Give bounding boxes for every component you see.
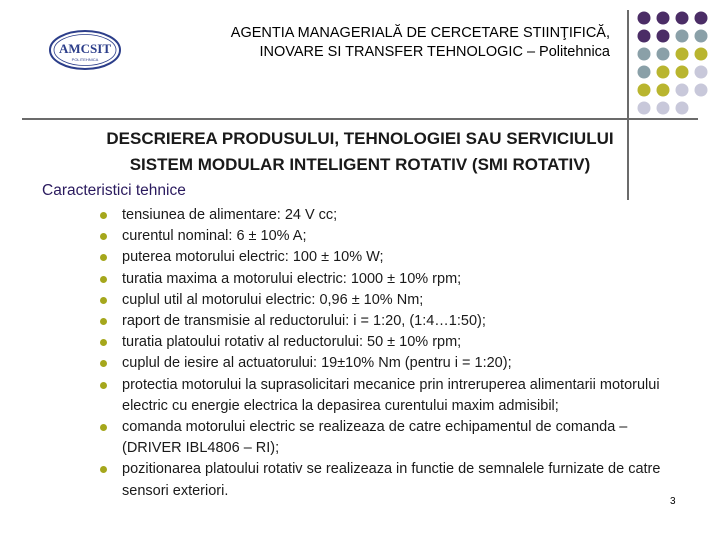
spec-item-text: comanda motorului electric se realizeaza de catre echipamentul de comanda – (DRIVER IBL4806 – RI); (122, 419, 628, 457)
decorative-dot-grid (634, 10, 714, 120)
bullet-icon (100, 466, 107, 473)
bullet-icon (100, 382, 107, 389)
decorative-dot (638, 66, 651, 79)
slide-title (20, 126, 700, 178)
decorative-dot (676, 12, 689, 25)
decorative-dot (695, 12, 708, 25)
bullet-icon (100, 424, 107, 431)
spec-item-text: pozitionarea platoului rotativ se realizeaza in functie de semnalele furnizate de catre sensori exteriori. (122, 461, 661, 499)
slide-title-line-2: SISTEM MODULAR INTELIGENT ROTATIV (SMI ROTATIV) (129, 155, 591, 174)
spec-item (100, 269, 690, 290)
decorative-dot (638, 84, 651, 97)
decorative-dot (676, 30, 689, 43)
bullet-icon (100, 339, 107, 346)
bullet-icon (100, 212, 107, 219)
logo-subtext: POLITEHNICA (71, 57, 99, 62)
slide-title-line-1: DESCRIEREA PRODUSULUI, TEHNOLOGIEI SAU SERVICIULUI (106, 129, 614, 148)
decorative-dot (676, 102, 689, 115)
decorative-dot (657, 84, 670, 97)
decorative-dot (695, 30, 708, 43)
decorative-dot (657, 66, 670, 79)
spec-item-text: tensiunea de alimentare: 24 V cc; (122, 207, 338, 223)
spec-item (100, 247, 690, 268)
spec-item-text: turatia platoului rotativ al reductorului: 50 ± 10% rpm; (122, 334, 462, 351)
decorative-dot (695, 66, 708, 79)
decorative-dot (695, 84, 708, 97)
decorative-dot (676, 48, 689, 61)
spec-item-text: protectia motorului la suprasolicitari mecanice prin intreruperea alimentarii motorului electric cu energie electrica la depasirea curentului maxim admisibil; (122, 376, 660, 414)
logo-text: AMCSIT (58, 41, 112, 56)
decorative-dot (638, 102, 651, 115)
spec-item (100, 311, 690, 332)
agency-name (150, 24, 610, 62)
horizontal-divider (22, 118, 698, 120)
spec-item (100, 332, 690, 353)
spec-item-text: raport de transmisie al reductorului: i = 1:20, (1:4…1:50); (122, 313, 486, 330)
agency-line-1: AGENTIA MANAGERIALĂ DE CERCETARE STIINŢIFICĂ, (230, 25, 610, 41)
spec-item (100, 226, 690, 247)
spec-item (100, 459, 690, 501)
decorative-dot (638, 48, 651, 61)
page-number: 3 (670, 496, 676, 507)
spec-item-text: puterea motorului electric: 100 ± 10% W; (122, 249, 384, 266)
spec-item (100, 417, 690, 459)
spec-item-text: curentul nominal: 6 ± 10% A; (122, 228, 307, 245)
decorative-dot (676, 84, 689, 97)
decorative-dot (657, 48, 670, 61)
spec-item-text: cuplul util al motorului electric: 0,96 ± 10% Nm; (122, 291, 424, 308)
decorative-dot (657, 102, 670, 115)
decorative-dot (657, 30, 670, 43)
specs-list (100, 205, 690, 502)
spec-item-text: turatia maxima a motorului electric: 1000 ± 10% rpm; (122, 270, 462, 287)
amcsit-logo (48, 28, 122, 72)
spec-item (100, 205, 690, 226)
spec-item (100, 353, 690, 374)
bullet-icon (100, 276, 107, 283)
bullet-icon (100, 360, 107, 367)
spec-item (100, 290, 690, 311)
decorative-dot (638, 12, 651, 25)
decorative-dot (657, 12, 670, 25)
bullet-icon (100, 254, 107, 261)
agency-line-2: INOVARE SI TRANSFER TEHNOLOGIC – Politehnica (259, 44, 610, 60)
bullet-icon (100, 297, 107, 304)
decorative-dot (695, 48, 708, 61)
bullet-icon (100, 233, 107, 240)
bullet-icon (100, 318, 107, 325)
spec-item-text: cuplul de iesire al actuatorului: 19±10% Nm (pentru i = 1:20); (122, 355, 512, 372)
decorative-dot (676, 66, 689, 79)
spec-item (100, 375, 690, 417)
section-title: Caracteristici tehnice (42, 182, 186, 199)
decorative-dot (638, 30, 651, 43)
